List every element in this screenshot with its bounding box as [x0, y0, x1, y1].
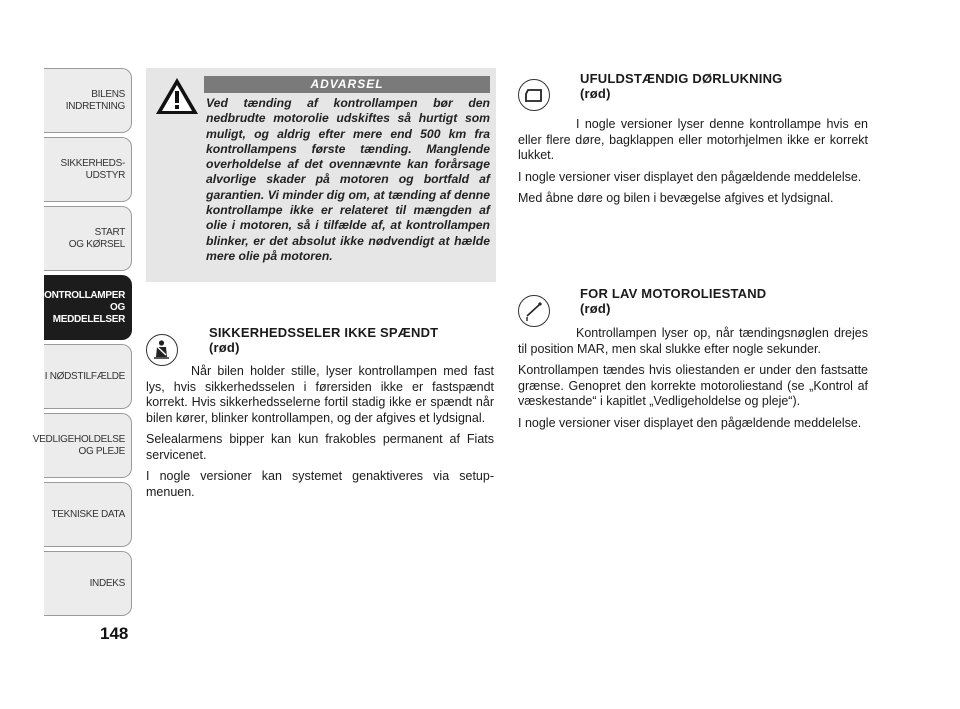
door-color: (rød)	[580, 86, 611, 101]
oil-p3: I nogle versioner viser displayet den pågældende meddelelse.	[518, 415, 862, 430]
seatbelt-body	[146, 364, 494, 506]
door-header	[580, 71, 870, 101]
oil-header	[580, 286, 870, 316]
seatbelt-color: (rød)	[209, 340, 240, 355]
warning-text	[150, 96, 490, 264]
seatbelt-p2: Selealarmens bipper kan kun frakobles permanent af Fiats servicenet.	[146, 432, 494, 462]
oil-p1: Kontrollampen lyser op, når tændingsnøglen drejes til position MAR, men skal slukke efter nogle sekunder.	[518, 326, 868, 356]
tab-vedligeholdelse[interactable]: VEDLIGEHOLDELSE OG PLEJE	[44, 413, 132, 478]
oil-icon-circle	[518, 295, 550, 327]
tab-start-og-korsel[interactable]: START OG KØRSEL	[44, 206, 132, 271]
seatbelt-title: SIKKERHEDSSELER IKKE SPÆNDT	[209, 325, 439, 340]
seatbelt-icon-circle	[146, 334, 178, 366]
warning-heading: ADVARSEL	[204, 76, 490, 93]
tab-tekniske-data[interactable]: TEKNISKE DATA	[44, 482, 132, 547]
door-open-icon	[519, 80, 548, 109]
seatbelt-header	[209, 325, 494, 355]
seatbelt-p1: Når bilen holder stille, lyser kontrollampen med fast lys, hvis sikkerhedsselen i førersiden ikke er fastspændt korrekt. Hvis sikkerhedsselerne fortil stadig ikke er spændt når bilen kører, blinker kontrollampen, og der afgives et lydsignal.	[146, 364, 494, 425]
door-p1: I nogle versioner lyser denne kontrollampe hvis en eller flere døre, bagklappen eller motorhjelmen ikke er korrekt lukket.	[518, 117, 868, 162]
tab-sikkerhedsudstyr[interactable]: SIKKERHEDS- UDSTYR	[44, 137, 132, 202]
door-body	[518, 117, 868, 213]
oil-color: (rød)	[580, 301, 611, 316]
seatbelt-p3: I nogle versioner kan systemet genaktiveres via setup-menuen.	[146, 469, 494, 499]
door-icon-circle	[518, 79, 550, 111]
chapter-tabs	[32, 68, 132, 620]
oil-p2: Kontrollampen tændes hvis oliestanden er under den fastsatte grænse. Genopret den korrekte motoroliestand (se „Kontrol af væskestande“ i kapitlet „Vedligeholdelse og pleje“).	[518, 363, 868, 408]
warning-text-body: Ved tænding af kontrollampen bør den nedbrudte motorolie udskiftes så hurtigt som muligt, og aldrig efter mere end 500 km fra kontrollampens første tænding. Manglende overholdelse af det ovennævnte kan forårsage alvorlige skader på motoren og bortfald af garantien. Vi minder dig om, at tænding af denne kontrollampe ikke er relateret til mængden af olie i motoren, så i tilfælde af, at kontrollampen blinker, er det absolut ikke nødvendigt at hælde mere olie på motoren.	[206, 96, 490, 263]
tab-indeks[interactable]: INDEKS	[44, 551, 132, 616]
seatbelt-icon	[147, 335, 176, 364]
tab-nodstilfaelde[interactable]: I NØDSTILFÆLDE	[44, 344, 132, 409]
tab-kontrollamper[interactable]: KONTROLLAMPER OG MEDDELELSER	[44, 275, 132, 340]
oil-level-icon	[519, 296, 548, 325]
door-p3: Med åbne døre og bilen i bevægelse afgives et lydsignal.	[518, 191, 834, 205]
oil-body	[518, 326, 868, 437]
tab-bilens-indretning[interactable]: BILENS INDRETNING	[44, 68, 132, 133]
oil-title: FOR LAV MOTOROLIESTAND	[580, 286, 767, 301]
door-p2: I nogle versioner viser displayet den pågældende meddelelse.	[518, 169, 862, 184]
door-title: UFULDSTÆNDIG DØRLUKNING	[580, 71, 783, 86]
warning-box	[146, 68, 496, 282]
page-number: 148	[100, 624, 129, 643]
